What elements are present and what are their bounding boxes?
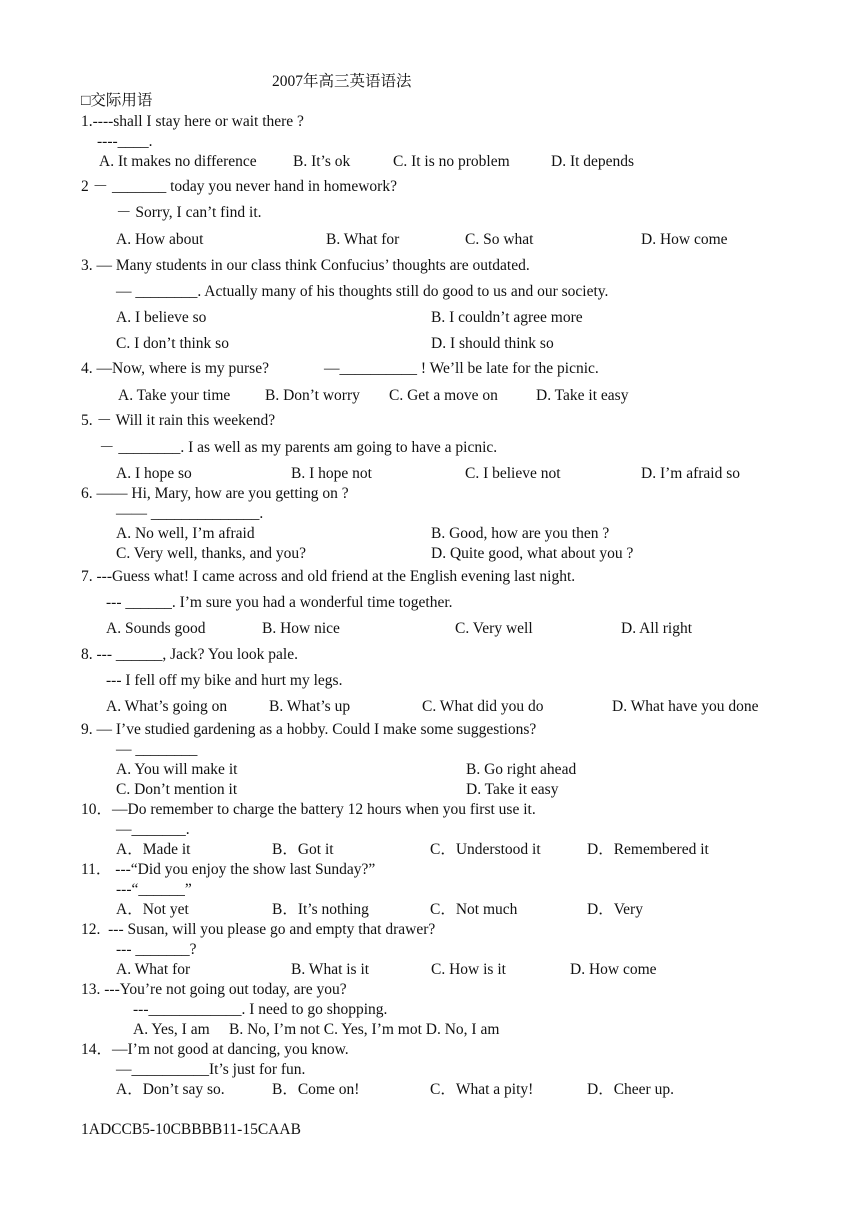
question-8: 8. --- ______, Jack? You look pale. (81, 646, 298, 663)
question-5-option-c: C. I believe not (465, 465, 561, 482)
question-6: 6. —— Hi, Mary, how are you getting on ? (81, 485, 349, 502)
question-1-option-b: B. It’s ok (293, 153, 351, 170)
question-13-options: A. Yes, I am B. No, I’m not C. Yes, I’m mot D. No, I am (133, 1021, 500, 1038)
question-9: 9. — I’ve studied gardening as a hobby. Could I make some suggestions? (81, 721, 537, 738)
question-9-option-a: A. You will make it (116, 761, 238, 778)
question-4-option-d: D. Take it easy (536, 387, 629, 404)
question-11-option-a: A．Not yet (116, 901, 189, 918)
question-10-reply: —_______. (116, 821, 190, 838)
question-3-option-b: B. I couldn’t agree more (431, 309, 583, 326)
question-9-reply: — ________ (116, 741, 198, 758)
question-3-option-d: D. I should think so (431, 335, 554, 352)
question-5: 5. － Will it rain this weekend? (81, 412, 276, 429)
question-3: 3. — Many students in our class think Confucius’ thoughts are outdated. (81, 257, 530, 274)
question-4-option-c: C. Get a move on (389, 387, 498, 404)
question-5-option-a: A. I hope so (116, 465, 192, 482)
question-11-reply: ---“______” (116, 881, 192, 898)
question-6-option-a: A. No well, I’m afraid (116, 525, 255, 542)
question-7-option-a: A. Sounds good (106, 620, 206, 637)
question-9-option-c: C. Don’t mention it (116, 781, 238, 798)
question-14-option-c: C．What a pity! (430, 1081, 534, 1098)
question-11-option-b: B．It’s nothing (272, 901, 369, 918)
question-12: 12. --- Susan, will you please go and empty that drawer? (81, 921, 436, 938)
question-13: 13. ---You’re not going out today, are you? (81, 981, 347, 998)
question-11: 11． ---“Did you enjoy the show last Sunday?” (81, 861, 376, 878)
question-12-option-d: D. How come (570, 961, 657, 978)
question-12-option-b: B. What is it (291, 961, 370, 978)
question-4-option-b: B. Don’t worry (265, 387, 360, 404)
question-1-reply: ----____. (97, 133, 153, 150)
question-7: 7. ---Guess what! I came across and old friend at the English evening last night. (81, 568, 576, 585)
question-6-reply: —— ______________. (116, 505, 264, 522)
question-7-option-d: D. All right (621, 620, 693, 637)
question-12-option-a: A. What for (116, 961, 191, 978)
question-7-option-c: C. Very well (455, 620, 533, 637)
question-9-option-d: D. Take it easy (466, 781, 559, 798)
question-4-option-a: A. Take your time (118, 387, 231, 404)
question-5-option-d: D. I’m afraid so (641, 465, 740, 482)
question-10-option-a: A．Made it (116, 841, 191, 858)
question-10-option-c: C．Understood it (430, 841, 541, 858)
question-12-reply: --- _______? (116, 941, 197, 958)
answer-key: 1ADCCB5-10CBBBB11-15CAAB (81, 1121, 301, 1138)
question-5-reply: － ________. I as well as my parents am going to have a picnic. (99, 439, 498, 456)
question-6-option-c: C. Very well, thanks, and you? (116, 545, 306, 562)
question-10-option-d: D．Remembered it (587, 841, 709, 858)
question-8-reply: --- I fell off my bike and hurt my legs. (106, 672, 343, 689)
question-4-reply: —__________ ! We’ll be late for the picnic. (324, 360, 599, 377)
question-9-option-b: B. Go right ahead (466, 761, 577, 778)
question-8-option-b: B. What’s up (269, 698, 351, 715)
question-11-option-c: C．Not much (430, 901, 518, 918)
question-3-reply: — ________. Actually many of his thoughts still do good to us and our society. (116, 283, 609, 300)
question-2-option-b: B. What for (326, 231, 400, 248)
question-10-option-b: B．Got it (272, 841, 334, 858)
question-14-option-d: D．Cheer up. (587, 1081, 674, 1098)
question-14-option-a: A．Don’t say so. (116, 1081, 225, 1098)
question-2-option-c: C. So what (465, 231, 534, 248)
question-3-option-a: A. I believe so (116, 309, 207, 326)
question-7-option-b: B. How nice (262, 620, 340, 637)
question-14-option-b: B．Come on! (272, 1081, 360, 1098)
question-1-option-d: D. It depends (551, 153, 635, 170)
question-2-option-a: A. How about (116, 231, 204, 248)
question-10: 10．—Do remember to charge the battery 12 hours when you first use it. (81, 801, 536, 818)
question-7-reply: --- ______. I’m sure you had a wonderful time together. (106, 594, 453, 611)
question-1-option-a: A. It makes no difference (99, 153, 257, 170)
question-14: 14．—I’m not good at dancing, you know. (81, 1041, 349, 1058)
question-8-option-c: C. What did you do (422, 698, 544, 715)
question-4: 4. —Now, where is my purse? (81, 360, 269, 377)
document-title: 2007年高三英语语法 (272, 73, 412, 90)
question-14-reply: —__________It’s just for fun. (116, 1061, 306, 1078)
section-heading: □交际用语 (81, 92, 153, 109)
question-5-option-b: B. I hope not (291, 465, 372, 482)
question-2-option-d: D. How come (641, 231, 728, 248)
question-6-option-d: D. Quite good, what about you ? (431, 545, 634, 562)
question-6-option-b: B. Good, how are you then ? (431, 525, 610, 542)
question-1: 1.----shall I stay here or wait there ? (81, 113, 304, 130)
question-12-option-c: C. How is it (431, 961, 506, 978)
question-8-option-d: D. What have you done (612, 698, 759, 715)
question-13-reply: ---____________. I need to go shopping. (133, 1001, 388, 1018)
question-11-option-d: D．Very (587, 901, 643, 918)
question-1-option-c: C. It is no problem (393, 153, 510, 170)
question-2-reply: － Sorry, I can’t find it. (116, 204, 262, 221)
question-8-option-a: A. What’s going on (106, 698, 228, 715)
question-2: 2 － _______ today you never hand in homework? (81, 178, 397, 195)
question-3-option-c: C. I don’t think so (116, 335, 229, 352)
